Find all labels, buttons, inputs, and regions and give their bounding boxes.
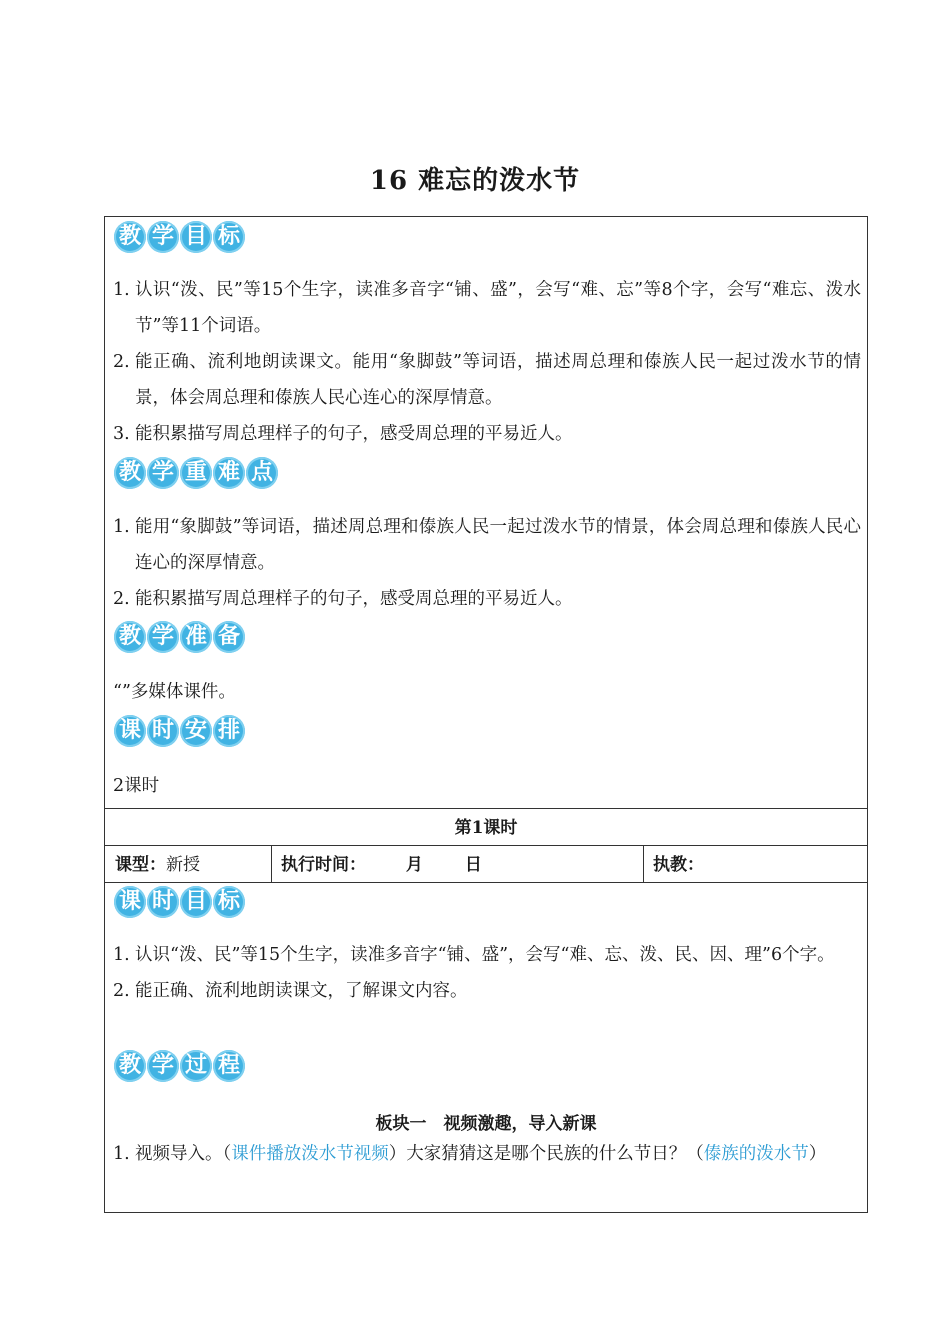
item-text: 能积累描写周总理样子的句子，感受周总理的平易近人。 bbox=[135, 589, 573, 609]
badge-char: 教 bbox=[114, 1050, 146, 1082]
row-divider bbox=[105, 845, 867, 846]
text-part: ）大家猜猜这是哪个民族的什么节日？（ bbox=[388, 1144, 704, 1164]
list-item bbox=[113, 344, 861, 416]
key-points-list bbox=[113, 509, 861, 617]
answer-hint: 傣族的泼水节 bbox=[703, 1144, 809, 1164]
list-item bbox=[113, 1136, 861, 1172]
lesson-type-value: 新授 bbox=[166, 855, 200, 875]
badge-preparation bbox=[114, 621, 245, 653]
lesson-plan-table bbox=[104, 216, 868, 1213]
badge-char: 教 bbox=[114, 457, 146, 489]
badge-char: 时 bbox=[147, 715, 179, 747]
badge-char: 准 bbox=[180, 621, 212, 653]
lesson-type bbox=[115, 850, 200, 875]
badge-char: 学 bbox=[147, 621, 179, 653]
badge-char: 教 bbox=[114, 621, 146, 653]
lesson-header: 第1课时 bbox=[454, 818, 518, 838]
day-label: 日 bbox=[464, 855, 482, 875]
item-text: 能正确、流利地朗读课文，了解课文内容。 bbox=[135, 981, 468, 1001]
col-divider bbox=[271, 845, 272, 882]
badge-char: 排 bbox=[213, 715, 245, 747]
teacher-hint: 课件播放泼水节视频 bbox=[231, 1144, 389, 1164]
badge-char: 备 bbox=[213, 621, 245, 653]
badge-char: 难 bbox=[213, 457, 245, 489]
badge-char: 安 bbox=[180, 715, 212, 747]
schedule-text: 2课时 bbox=[113, 776, 160, 796]
row-divider bbox=[105, 808, 867, 809]
list-item bbox=[113, 937, 861, 973]
badge-char: 教 bbox=[114, 221, 146, 253]
execution-time-label: 执行时间： bbox=[281, 855, 366, 875]
badge-lesson-objectives bbox=[114, 886, 245, 918]
row-divider bbox=[105, 882, 867, 883]
badge-char: 点 bbox=[246, 457, 278, 489]
badge-char: 课 bbox=[114, 715, 146, 747]
text-part: 视频导入。（ bbox=[135, 1144, 232, 1164]
item-text: 能积累描写周总理样子的句子，感受周总理的平易近人。 bbox=[135, 424, 573, 444]
execution-time bbox=[281, 850, 482, 875]
item-number: 1. bbox=[113, 517, 130, 537]
list-item bbox=[113, 272, 861, 344]
badge-char: 目 bbox=[180, 221, 212, 253]
badge-char: 学 bbox=[147, 221, 179, 253]
preparation-text: “”多媒体课件。 bbox=[113, 682, 236, 702]
list-item bbox=[113, 581, 861, 617]
item-number: 1. bbox=[113, 280, 130, 300]
item-text: 认识“泼、民”等15个生字，读准多音字“铺、盛”，会写“难、忘”等8个字，会写“难忘、泼水节”等11个词语。 bbox=[135, 280, 861, 336]
badge-schedule bbox=[114, 715, 245, 747]
list-item bbox=[113, 416, 861, 452]
item-text: 能用“象脚鼓”等词语，描述周总理和傣族人民一起过泼水节的情景，体会周总理和傣族人民心连心的深厚情意。 bbox=[135, 517, 861, 573]
item-number: 2. bbox=[113, 981, 130, 1001]
lesson-objectives-list bbox=[113, 937, 861, 1009]
badge-char: 标 bbox=[213, 886, 245, 918]
list-item bbox=[113, 973, 861, 1009]
item-text: 能正确、流利地朗读课文。能用“象脚鼓”等词语，描述周总理和傣族人民一起过泼水节的情景，体会周总理和傣族人民心连心的深厚情意。 bbox=[135, 352, 861, 408]
item-number: 1. bbox=[113, 1144, 130, 1164]
badge-char: 重 bbox=[180, 457, 212, 489]
col-divider bbox=[643, 845, 644, 882]
badge-char: 时 bbox=[147, 886, 179, 918]
badge-key-points bbox=[114, 457, 278, 489]
item-number: 2. bbox=[113, 352, 130, 372]
page-title: 16 难忘的泼水节 bbox=[369, 166, 581, 196]
item-number: 3. bbox=[113, 424, 130, 444]
month-label: 月 bbox=[405, 855, 423, 875]
item-text bbox=[135, 1136, 861, 1172]
teacher: 执教： bbox=[653, 855, 704, 875]
badge-char: 课 bbox=[114, 886, 146, 918]
section-title: 板块一 视频激趣，导入新课 bbox=[375, 1114, 597, 1134]
item-text: 认识“泼、民”等15个生字，读准多音字“铺、盛”，会写“难、忘、泼、民、因、理”6个字。 bbox=[135, 945, 835, 965]
badge-teaching-objectives bbox=[114, 221, 245, 253]
badge-char: 目 bbox=[180, 886, 212, 918]
badge-char: 学 bbox=[147, 457, 179, 489]
list-item bbox=[113, 509, 861, 581]
objectives-list bbox=[113, 272, 861, 452]
item-number: 2. bbox=[113, 589, 130, 609]
badge-teaching-process bbox=[114, 1050, 245, 1082]
process-list bbox=[113, 1136, 861, 1172]
badge-char: 过 bbox=[180, 1050, 212, 1082]
item-number: 1. bbox=[113, 945, 130, 965]
badge-char: 程 bbox=[213, 1050, 245, 1082]
badge-char: 学 bbox=[147, 1050, 179, 1082]
badge-char: 标 bbox=[213, 221, 245, 253]
lesson-type-label: 课型： bbox=[115, 855, 166, 875]
text-part: ） bbox=[808, 1144, 827, 1164]
